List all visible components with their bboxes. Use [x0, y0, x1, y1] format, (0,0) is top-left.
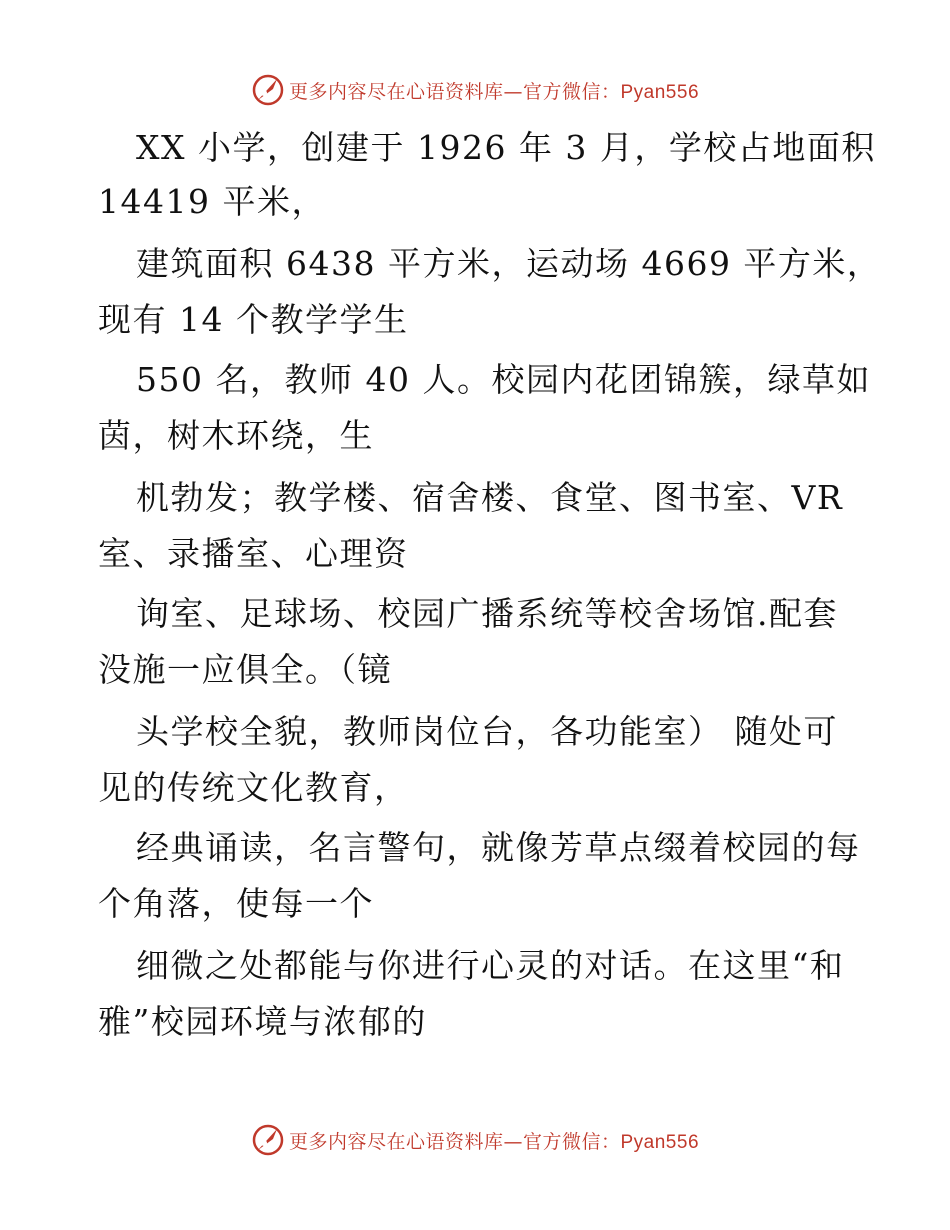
- text-line: 细微之处都能与你进行心灵的对话。在这里“和: [136, 946, 845, 985]
- footer-banner-id: Pyan556: [620, 1131, 700, 1153]
- text-line: 茵，树木环绕，生: [98, 416, 374, 455]
- text-line: 询室、足球场、校园广播系统等校舍场馆.配套: [136, 594, 838, 633]
- header-banner-text: [289, 77, 699, 104]
- footer-banner-label: 更多内容尽在心语资料库—官方微信：: [288, 1130, 621, 1153]
- text-line: 头学校全貌，教师岗位台，各功能室） 随处可: [136, 712, 838, 751]
- text-line: 建筑面积 6438 平方米，运动场 4669 平方米，: [136, 244, 882, 283]
- text-line: 没施一应俱全。（镜: [98, 650, 392, 689]
- footer-banner-text: [289, 1127, 699, 1154]
- text-line: 雅”校园环境与浓郁的: [98, 1002, 427, 1041]
- header-banner-id: Pyan556: [620, 81, 700, 103]
- text-line: 14419 平米，: [98, 182, 326, 221]
- text-line: 现有 14 个教学学生: [98, 300, 409, 339]
- quill-logo-icon: [251, 73, 285, 107]
- quill-logo-icon: [251, 1123, 285, 1157]
- text-line: 经典诵读，名言警句，就像芳草点缀着校园的每: [136, 828, 861, 867]
- text-line: XX 小学，创建于 1926 年 3 月，学校占地面积: [136, 128, 876, 167]
- footer-banner: [0, 1120, 950, 1160]
- text-line: 机勃发；教学楼、宿舍楼、食堂、图书室、VR: [136, 478, 844, 517]
- text-line: 个角落，使每一个: [98, 884, 374, 923]
- text-line: 见的传统文化教育，: [98, 768, 409, 807]
- text-line: 室、录播室、心理资: [98, 534, 409, 573]
- header-banner: [0, 70, 950, 110]
- text-line: 550 名，教师 40 人。校园内花团锦簇，绿草如: [136, 360, 871, 399]
- header-banner-label: 更多内容尽在心语资料库—官方微信：: [288, 80, 621, 103]
